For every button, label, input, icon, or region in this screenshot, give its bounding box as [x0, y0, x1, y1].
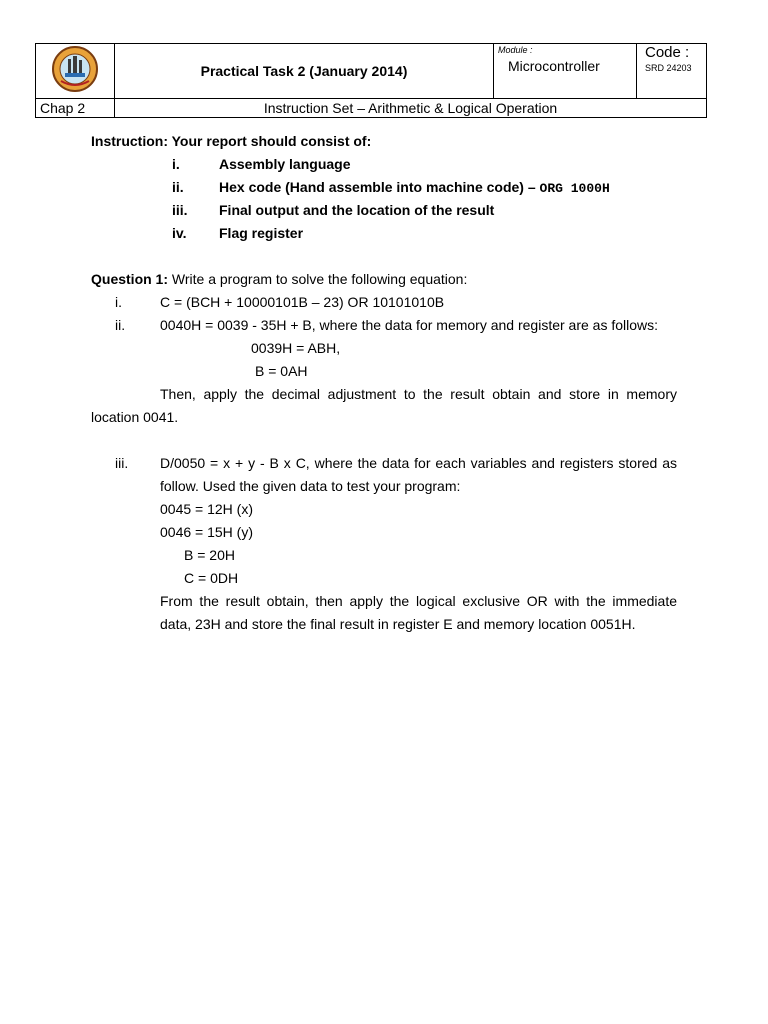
instruction-item [91, 153, 677, 176]
part-text: D/0050 = x + y - B x C, where the data for each variables and registers stored as [160, 455, 677, 471]
question-part-iii [91, 452, 677, 475]
instruction-num: ii. [172, 179, 184, 195]
code-box [637, 44, 707, 99]
instruction-item [91, 199, 677, 222]
instruction-num: i. [172, 156, 180, 172]
question-text: Write a program to solve the following equation: [168, 271, 468, 287]
page-title: Practical Task 2 (January 2014) [115, 44, 494, 99]
question-part-i [91, 291, 677, 314]
document-header [35, 43, 707, 118]
logo-cell [36, 44, 115, 99]
instruction-text: Flag register [219, 225, 304, 241]
instruction-text: Hex code (Hand assemble into machine code) – [219, 179, 540, 195]
part-ii-instruction-cont: location 0041. [91, 409, 179, 425]
part-text: C = (BCH + 10000101B – 23) OR 10101010B [160, 294, 445, 310]
instruction-num: iii. [172, 202, 188, 218]
university-logo [51, 45, 99, 93]
variable-data: 0045 = 12H (x) [160, 501, 253, 517]
register-data: B = 0AH [255, 363, 308, 379]
part-num: iii. [115, 455, 129, 471]
chapter-label: Chap 2 [36, 99, 115, 118]
register-data: C = 0DH [184, 570, 239, 586]
final-instruction-cont: data, 23H and store the final result in register E and memory location 0051H. [160, 616, 636, 632]
memory-data: 0039H = ABH, [251, 340, 341, 356]
question-label: Question 1: [91, 271, 169, 287]
part-num: i. [115, 294, 122, 310]
question-part-ii [91, 314, 677, 337]
part-text-cont: follow. Used the given data to test your program: [160, 478, 461, 494]
chapter-subtitle: Instruction Set – Arithmetic & Logical Operation [115, 99, 707, 118]
variable-data: 0046 = 15H (y) [160, 524, 253, 540]
code-value: SRD 24203 [645, 63, 692, 73]
document-body [91, 130, 677, 636]
instruction-item [91, 176, 677, 199]
instruction-heading: Instruction: Your report should consist of: [91, 133, 372, 149]
code-label: Code : [645, 44, 690, 61]
part-num: ii. [115, 317, 126, 333]
register-data: B = 20H [184, 547, 235, 563]
part-text: 0040H = 0039 - 35H + B, where the data for memory and register are as follows: [160, 317, 659, 333]
instruction-text: Assembly language [219, 156, 351, 172]
module-box [494, 44, 637, 99]
instruction-num: iv. [172, 225, 187, 241]
final-instruction: From the result obtain, then apply the logical exclusive OR with the immediate [160, 593, 677, 609]
part-ii-instruction: Then, apply the decimal adjustment to the result obtain and store in memory [160, 386, 677, 402]
instruction-item [91, 222, 677, 245]
question-heading [91, 268, 677, 291]
module-value: Microcontroller [508, 58, 600, 74]
instruction-text: Final output and the location of the result [219, 202, 495, 218]
org-code: ORG 1000H [539, 181, 610, 196]
module-label: Module : [498, 45, 533, 55]
